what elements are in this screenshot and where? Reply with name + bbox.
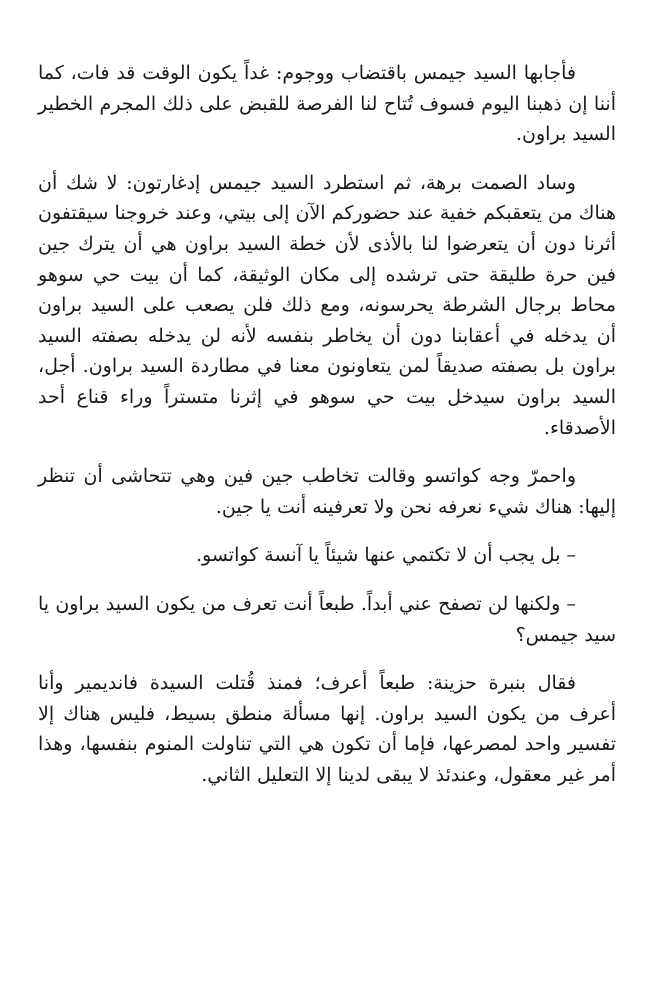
book-page (38, 58, 616, 978)
dialogue-line-2: – ولكنها لن تصفح عني أبداً. طبعاً أنت تعرف من يكون السيد براون يا سيد جيمس؟ (38, 592, 616, 646)
dialogue-line-1: – بل يجب أن لا تكتمي عنها شيئاً يا آنسة كواتسو. (196, 544, 576, 567)
paragraph-3: واحمرّ وجه كواتسو وقالت تخاطب جين فين وهي تتحاشى أن تنظر إليها: هناك شيء نعرفه نحن ولا تعرفينه أنت يا جين. (38, 465, 616, 518)
paragraph-2: وساد الصمت برهة، ثم استطرد السيد جيمس إدغارتون: لا شك أن هناك من يتعقبكم خفية عند حضوركم الآن إلى بيتي، وعند خروجنا سيقتفون أثرنا دون أن يتعرضوا لنا بالأذى لأن خطة السيد براون هي أن يترك جين فين حرة طليقة حتى ترشده إلى مكان الوثيقة، كما أن بيت حي سوهو محاط برجال الشرطة يحرسونه، ومع ذلك فلن يصعب على السيد براون أن يدخله في أعقابنا دون أن يخاطر بنفسه لأنه لن يدخله بصفته السيد براون بل بصفته صديقاً لمن يتعاونون معنا في مطاردة السيد براون. أجل، السيد براون سيدخل بيت حي سوهو في إثرنا متستراً وراء قناع أحد الأصدقاء. (38, 171, 616, 439)
paragraph-6: فقال بنبرة حزينة: طبعاً أعرف؛ فمنذ قُتلت السيدة فانديمير وأنا أعرف من يكون السيد براون. إنها مسألة منطق بسيط، فليس هناك إلا تفسير واحد لمصرعها، فإما أن تكون هي التي تناولت المنوم بنفسها، وهذا أمر غير معقول، وعندئذ لا يبقى لدينا إلا التعليل الثاني. (38, 672, 616, 786)
paragraph-1: فأجابها السيد جيمس باقتضاب ووجوم: غداً يكون الوقت قد فات، كما أننا إن ذهبنا اليوم فسوف تُتاح لنا الفرصة للقبض على ذلك المجرم الخطير السيد براون. (38, 62, 616, 146)
